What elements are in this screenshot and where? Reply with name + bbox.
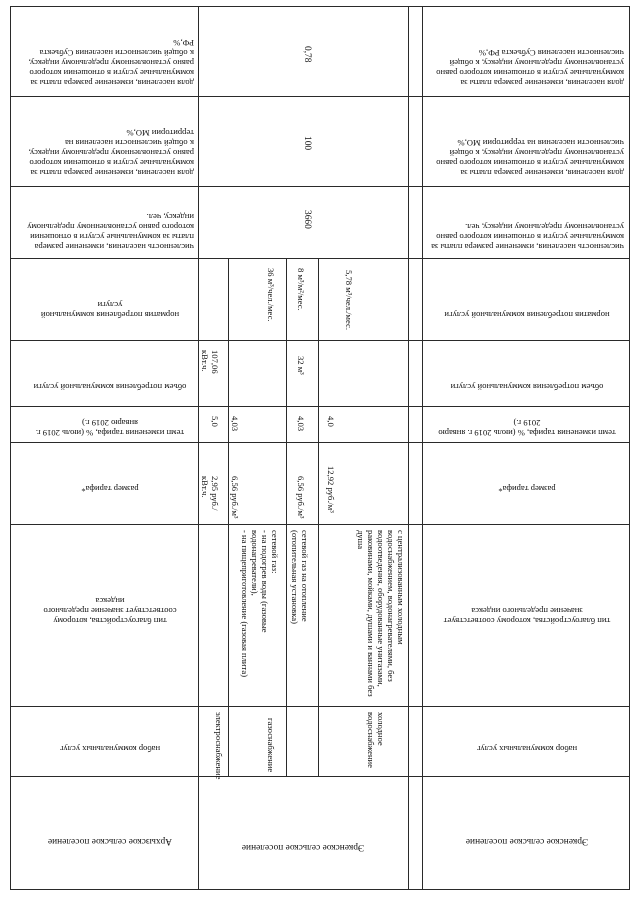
gas1-norm: 36 м³/чел./мес. <box>266 268 276 322</box>
service-electricity: электроснабжение <box>214 712 224 780</box>
header-rate: темп изменения тарифа, % (июль 2019 г. январю 2019 г.) <box>35 418 185 438</box>
border-right <box>629 6 630 890</box>
gas1-type: сетевой газ: - на подогрев воды (газовые водонагреватели), - на пищеприготовление (газовая плита) <box>240 530 280 678</box>
row-sep-2 <box>10 186 630 187</box>
header-share-rf: доля населения, изменение размера платы за коммунальные услуги в отношении которого равно установленному предельному индексу, к общей численности населения Субъекта РФ,% <box>28 38 194 88</box>
row-sep-5 <box>10 406 630 407</box>
value-share-mo: 100 <box>302 136 312 151</box>
col-sep-b <box>286 258 287 776</box>
header-tariff-right: размер тарифа* <box>498 484 556 494</box>
row-sep-9 <box>10 776 630 777</box>
header-type: тип благоустройства, которому соответствует значение предельного индекса <box>43 596 177 626</box>
settlement-left: Архызское сельское поселение <box>47 836 173 846</box>
col-sep-right-header-inner <box>422 6 423 890</box>
value-count: 3660 <box>302 210 312 229</box>
row-sep-7 <box>10 524 630 525</box>
row-sep-6 <box>10 442 630 443</box>
header-share-mo: доля населения, изменение размера платы за коммунальные услуги в отношении которого равно установленному предельному индексу, к общей численности населения на территории МО,% <box>28 128 194 178</box>
header-tariff: размер тарифа* <box>81 484 139 494</box>
gas2-rate: 4,03 <box>296 416 306 432</box>
row-sep-1 <box>10 96 630 97</box>
header-set-right: набор коммунальных услуг <box>476 744 578 754</box>
header-norm-right: норматив потребления коммунальной услуги <box>444 310 610 320</box>
header-volume-right: объем потребления коммунальной услуги <box>450 382 604 392</box>
gas2-tariff: 6,56 руб./м³ <box>296 476 306 519</box>
border-left <box>10 6 11 890</box>
water-type: с централизованным холодным водоснабжением, водонагревателями, без водоотведения, оборудованные унитазами, раковинами, мойками, душами и ваннами без душа <box>356 530 406 697</box>
col-sep-c <box>318 258 319 776</box>
border-top <box>10 6 630 7</box>
gas1-rate: 4,03 <box>230 416 240 432</box>
col-sep-a <box>228 258 229 776</box>
row-sep-4 <box>10 340 630 341</box>
header-norm: норматив потребления коммунальной услуги <box>40 300 180 320</box>
electricity-rate: 5,0 <box>210 416 220 427</box>
row-sep-8 <box>10 706 630 707</box>
gas1-tariff: 6,56 руб./м³ <box>230 476 240 519</box>
header-share-mo-right: доля населения, изменение размера платы за коммунальные услуги в отношении которого равно установленному предельному индексу, к общей численности населения на территории МО,% <box>436 138 624 178</box>
border-bottom <box>10 889 630 890</box>
service-water: холодное водоснабжение <box>366 712 386 768</box>
settlement-right: Эркенское сельское поселение <box>465 836 589 846</box>
table-frame <box>10 6 630 890</box>
gas2-norm: 8 м³/м²/мес. <box>296 268 306 311</box>
value-share-rf: 0,78 <box>302 46 312 63</box>
header-count-right: численность населения, изменение размера платы за коммунальные услуги в отношении которого равно установленному предельному индексу, чел. <box>431 222 624 252</box>
row-sep-3 <box>10 258 630 259</box>
gas2-type: сетевой газ на отопление (отопительная установка) <box>290 530 310 624</box>
header-rate-right: темп изменения тарифа, % (июль 2019 г. январю 2019 г.) <box>438 418 616 438</box>
service-gas: газоснабжение <box>266 718 276 773</box>
col-sep-left-header <box>198 6 199 890</box>
header-share-rf-right: доля населения, изменение размера платы за коммунальные услуги в отношении которого равно установленному предельному индексу, к общей численности населения Субъекта РФ,% <box>436 48 624 88</box>
header-set: набор коммунальных услуг <box>59 744 161 754</box>
water-rate: 4,0 <box>326 416 336 427</box>
gas2-volume: 32 м³ <box>296 356 306 375</box>
col-sep-right-header <box>408 6 409 890</box>
header-volume: объем потребления коммунальной услуги <box>33 382 187 392</box>
header-type-right: тип благоустройства, которому соответствует значение предельного индекса <box>443 606 611 626</box>
settlement-center: Эркенское сельское поселение <box>241 842 365 852</box>
header-count: численность населения, изменение размера платы за коммунальные услуги в отношении которого равно установленному предельному индексу, чел. <box>27 212 194 252</box>
electricity-tariff: 2,95 руб./кВт.ч. <box>200 476 220 511</box>
electricity-volume: 107,06 кВт.ч. <box>200 350 220 374</box>
water-tariff: 12,92 руб./м³ <box>326 466 336 513</box>
water-norm: 5,78 м³/чел./мес. <box>344 270 354 330</box>
